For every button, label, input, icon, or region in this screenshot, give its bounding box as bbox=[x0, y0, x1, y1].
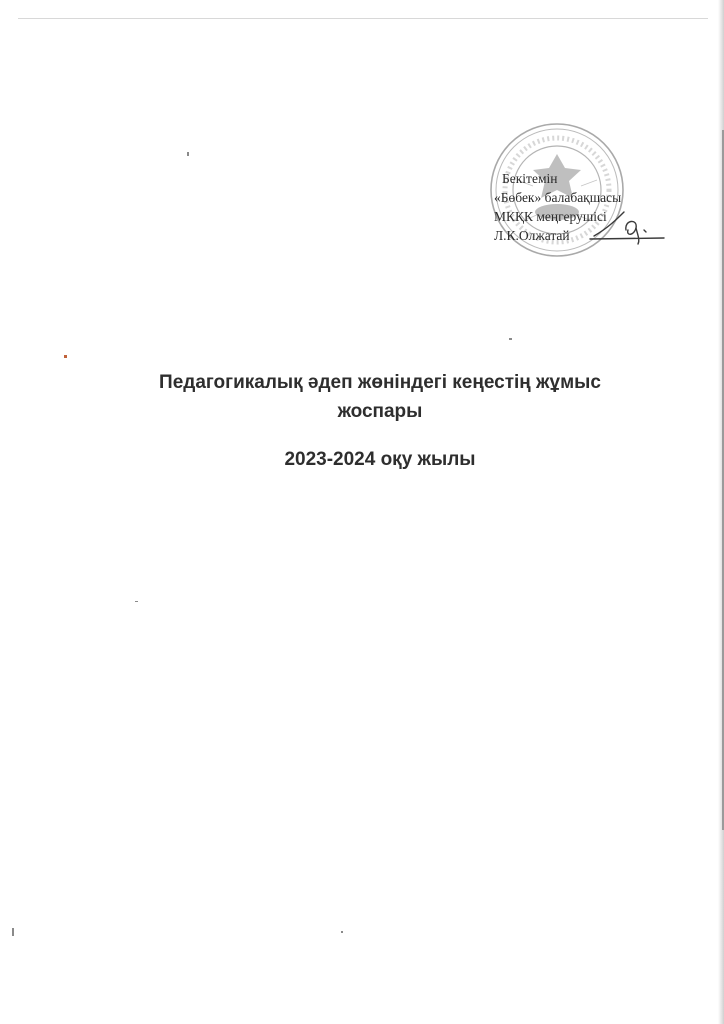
scan-speck bbox=[509, 338, 512, 340]
scan-speck bbox=[64, 355, 67, 358]
scan-speck bbox=[187, 152, 189, 156]
document-title-line2: жоспары bbox=[337, 401, 423, 422]
approval-line-kindergarten: «Бөбек» балабақшасы bbox=[494, 190, 622, 205]
scan-top-edge bbox=[18, 18, 708, 19]
document-title-line1: Педагогикалық әдеп жөніндегі кеңестің жұмыс bbox=[159, 372, 601, 393]
scan-speck bbox=[135, 601, 138, 602]
scan-speck bbox=[12, 928, 14, 936]
approval-line-approve: Бекітемін bbox=[502, 171, 558, 186]
document-title bbox=[100, 368, 660, 426]
academic-year: 2023-2024 оқу жылы bbox=[284, 449, 476, 470]
handwritten-signature bbox=[588, 206, 668, 246]
approval-line-name: Л.К.Олжатай bbox=[494, 228, 570, 243]
scan-speck bbox=[341, 931, 343, 933]
approval-line-position: МКҚК меңгерушісі bbox=[494, 209, 607, 224]
